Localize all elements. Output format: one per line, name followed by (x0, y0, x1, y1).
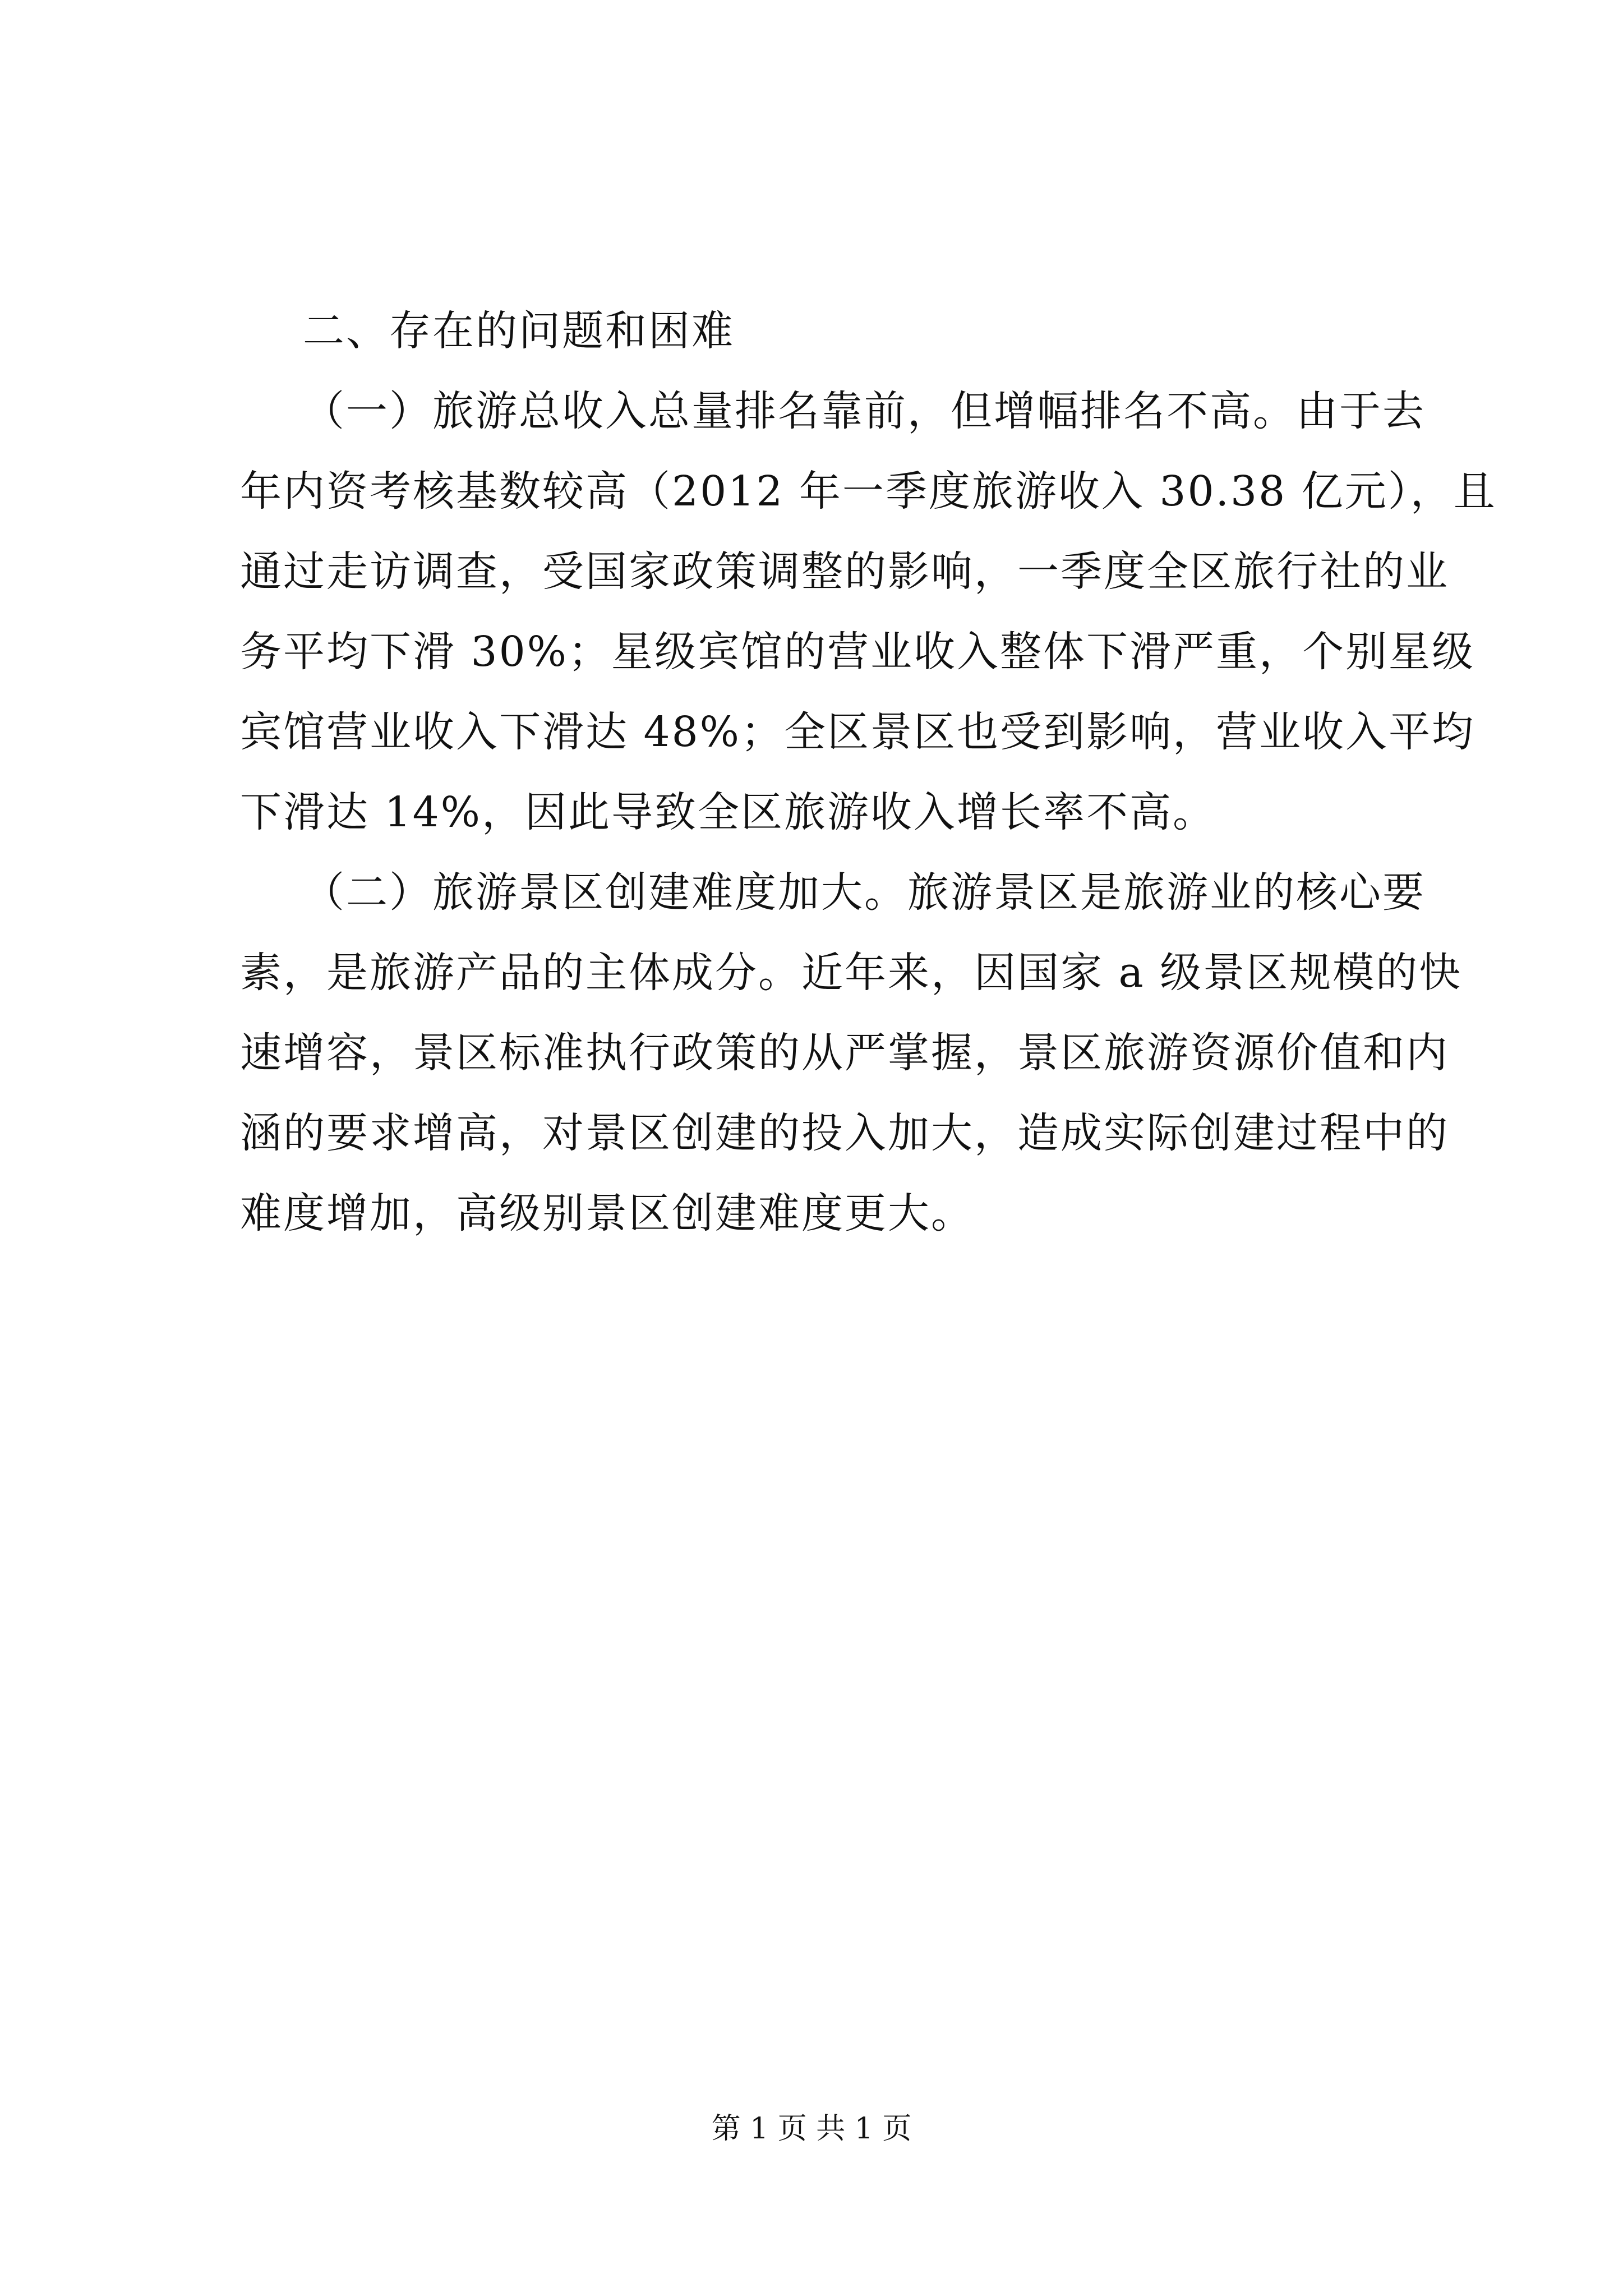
paragraph-line: 通过走访调查，受国家政策调整的影响，一季度全区旅行社的业 (240, 547, 1449, 596)
paragraph-line: 素，是旅游产品的主体成分。近年来，因国家 a 级景区规模的快 (240, 949, 1463, 997)
section-heading: 二、存在的问题和困难 (303, 307, 735, 355)
page-number-footer: 第 1 页 共 1 页 (711, 2112, 912, 2146)
paragraph-line: 下滑达 14%，因此导致全区旅游收入增长率不高。 (240, 788, 1216, 836)
paragraph-line: 务平均下滑 30%；星级宾馆的营业收入整体下滑严重，个别星级 (240, 628, 1475, 676)
paragraph-line: 速增容，景区标准执行政策的从严掌握，景区旅游资源价值和内 (240, 1029, 1449, 1077)
paragraph-line: 年内资考核基数较高（2012 年一季度旅游收入 30.38 亿元），且 (240, 467, 1497, 516)
paragraph-line: （二）旅游景区创建难度加大。旅游景区是旅游业的核心要 (303, 868, 1426, 917)
paragraph-line: 难度增加，高级别景区创建难度更大。 (240, 1189, 974, 1237)
paragraph-line: 涵的要求增高，对景区创建的投入加大，造成实际创建过程中的 (240, 1109, 1449, 1157)
paragraph-line: （一）旅游总收入总量排名靠前，但增幅排名不高。由于去 (303, 387, 1426, 435)
paragraph-line: 宾馆营业收入下滑达 48%；全区景区也受到影响，营业收入平均 (240, 708, 1475, 756)
